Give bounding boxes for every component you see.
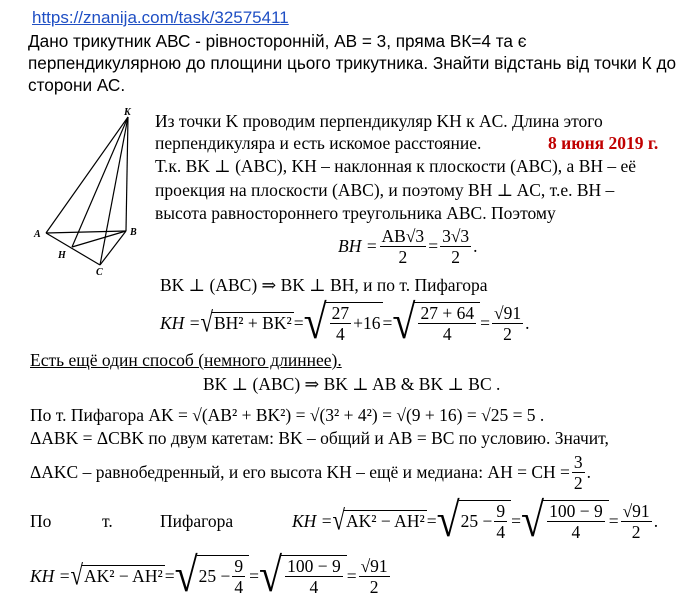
label-C: C (96, 267, 103, 278)
problem-statement: Дано трикутник АВС - рівносторонній, АВ = 3, пряма ВК=4 та є перпендикулярною до площини цього трикутника. Знайти відстань від точки К до сторони АС. (28, 31, 677, 95)
text-line-2: перпендикуляра и есть искомое расстояние. (155, 133, 482, 153)
edge-AB (46, 231, 126, 233)
edge-BC (100, 231, 126, 265)
bh-fraction-1: $\frac{AB√3}{2}$ (381, 226, 425, 268)
label-B: B (130, 227, 137, 238)
text-line-9: ΔABK = ΔCBK по двум катетам: BK – общий и AB = BC по условию. Значит, (30, 428, 609, 448)
edge-KH (72, 117, 128, 247)
text-line-11: По т. Пифагора KH = √ AK² − AH² = √ 25 − $\frac{9}{4}$ = √ 100 − 9 4 = $\frac{√91}{2}$ . (30, 494, 659, 548)
edge-KC (100, 117, 128, 265)
date-stamp: 8 июня 2019 г. (548, 133, 659, 153)
edge-AC (46, 233, 100, 265)
formula-kh: KH = √ BH² + BK² = √ 27 4 +16 = √ 27 + 64 4 = $\frac{√91}{2}$ . (160, 296, 530, 350)
text-line-3: Т.к. BK ⊥ (ABC), KH – наклонная к плоскости (ABC), а BH – её (155, 156, 637, 176)
text-line-10: ΔAKC – равнобедренный, и его высота KH – ещё и медиана: AH = CH = $\frac{3}{2}$ . (30, 452, 592, 494)
formula-kh-repeat: KH = √ AK² − AH² = √ 25 − $\frac{9}{4}$ = √ 100 − 9 4 = $\frac{√91}{2}$ (30, 549, 388, 603)
text-line-5: высота равностороннего треугольника ABC. Поэтому (155, 203, 556, 223)
label-K: K (124, 107, 131, 118)
formula-bh: BH = $\frac{AB√3}{2}$ = $\frac{3√3}{2}$ . (338, 226, 478, 268)
source-link[interactable]: https://znanija.com/task/32575411 (32, 8, 289, 27)
text-line-4: проекция на плоскости (ABC), и поэтому BH ⊥ AC, т.е. BH – (155, 180, 615, 200)
label-H: H (58, 250, 66, 261)
pyramid-figure (28, 105, 153, 280)
text-line-7: BK ⊥ (ABC) ⇒ BK ⊥ AB & BK ⊥ BC . (203, 374, 501, 394)
alternative-method-heading: Есть ещё один способ (немного длиннее). (30, 350, 342, 370)
text-line-1: Из точки K проводим перпендикуляр KH к AC. Длина этого (155, 111, 603, 131)
label-A: A (34, 229, 41, 240)
edge-KB (126, 117, 128, 231)
text-line-6: BK ⊥ (ABC) ⇒ BK ⊥ BH, и по т. Пифагора (160, 275, 488, 295)
bh-lhs: BH = (338, 236, 378, 257)
text-line-8: По т. Пифагора AK = √(AB² + BK²) = √(3² + 4²) = √(9 + 16) = √25 = 5 . (30, 405, 545, 425)
bh-fraction-2: $\frac{3√3}{2}$ (442, 226, 470, 268)
edge-BH (72, 231, 126, 247)
edge-KA (46, 117, 128, 233)
